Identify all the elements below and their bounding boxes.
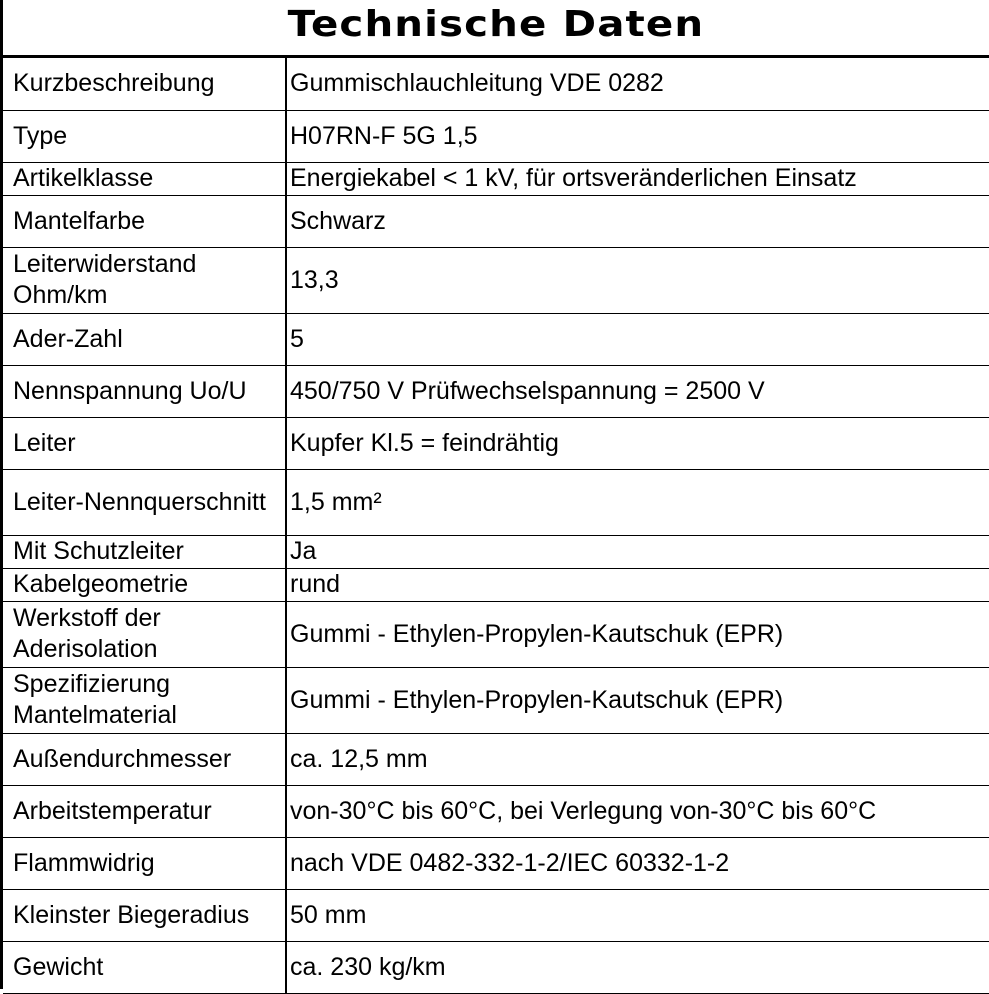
table-row (3, 601, 989, 667)
row-value: nach VDE 0482-332-1-2/IEC 60332-1-2 (286, 837, 989, 889)
row-value: 450/750 V Prüfwechselspannung = 2500 V (286, 365, 989, 417)
table-row (3, 837, 989, 889)
table-row (3, 313, 989, 365)
table-row (3, 941, 989, 993)
row-value: Energiekabel < 1 kV, für ortsveränderlichen Einsatz (286, 162, 989, 195)
row-label: Mit Schutzleiter (3, 535, 286, 568)
row-label: Artikelklasse (3, 162, 286, 195)
row-label: Leiter (3, 417, 286, 469)
table-row (3, 365, 989, 417)
page-title: Technische Daten (287, 4, 705, 45)
table-row (3, 535, 989, 568)
row-label: Flammwidrig (3, 837, 286, 889)
table-row (3, 195, 989, 247)
row-value: Ja (286, 535, 989, 568)
table-row (3, 469, 989, 535)
title-bar (3, 0, 989, 58)
table-row (3, 58, 989, 110)
row-value: ca. 230 kg/km (286, 941, 989, 993)
row-label: Werkstoff der Aderisolation (3, 601, 286, 667)
row-value: von-30°C bis 60°C, bei Verlegung von-30°C bis 60°C (286, 785, 989, 837)
row-label: Mantelfarbe (3, 195, 286, 247)
table-row (3, 568, 989, 601)
spec-table (3, 58, 989, 994)
row-value: Kupfer Kl.5 = feindrähtig (286, 417, 989, 469)
row-label: Kabelgeometrie (3, 568, 286, 601)
table-row (3, 667, 989, 733)
row-label: Leiterwiderstand Ohm/km (3, 247, 286, 313)
row-label: Kurzbeschreibung (3, 58, 286, 110)
row-label: Leiter-Nennquerschnitt (3, 469, 286, 535)
table-row (3, 417, 989, 469)
row-label: Type (3, 110, 286, 162)
row-label: Arbeitstemperatur (3, 785, 286, 837)
row-value: Gummi - Ethylen-Propylen-Kautschuk (EPR) (286, 601, 989, 667)
row-value: Gummischlauchleitung VDE 0282 (286, 58, 989, 110)
row-value: 5 (286, 313, 989, 365)
row-label: Nennspannung Uo/U (3, 365, 286, 417)
row-label: Gewicht (3, 941, 286, 993)
row-label: Spezifizierung Mantelmaterial (3, 667, 286, 733)
table-row (3, 110, 989, 162)
row-value: 13,3 (286, 247, 989, 313)
row-label: Kleinster Biegeradius (3, 889, 286, 941)
row-value: Schwarz (286, 195, 989, 247)
table-row (3, 733, 989, 785)
row-label: Ader-Zahl (3, 313, 286, 365)
row-value: Gummi - Ethylen-Propylen-Kautschuk (EPR) (286, 667, 989, 733)
row-value: rund (286, 568, 989, 601)
row-value: 50 mm (286, 889, 989, 941)
table-row (3, 785, 989, 837)
row-value: 1,5 mm² (286, 469, 989, 535)
row-label: Außendurchmesser (3, 733, 286, 785)
table-row (3, 162, 989, 195)
table-row (3, 247, 989, 313)
row-value: ca. 12,5 mm (286, 733, 989, 785)
table-row (3, 889, 989, 941)
row-value: H07RN-F 5G 1,5 (286, 110, 989, 162)
